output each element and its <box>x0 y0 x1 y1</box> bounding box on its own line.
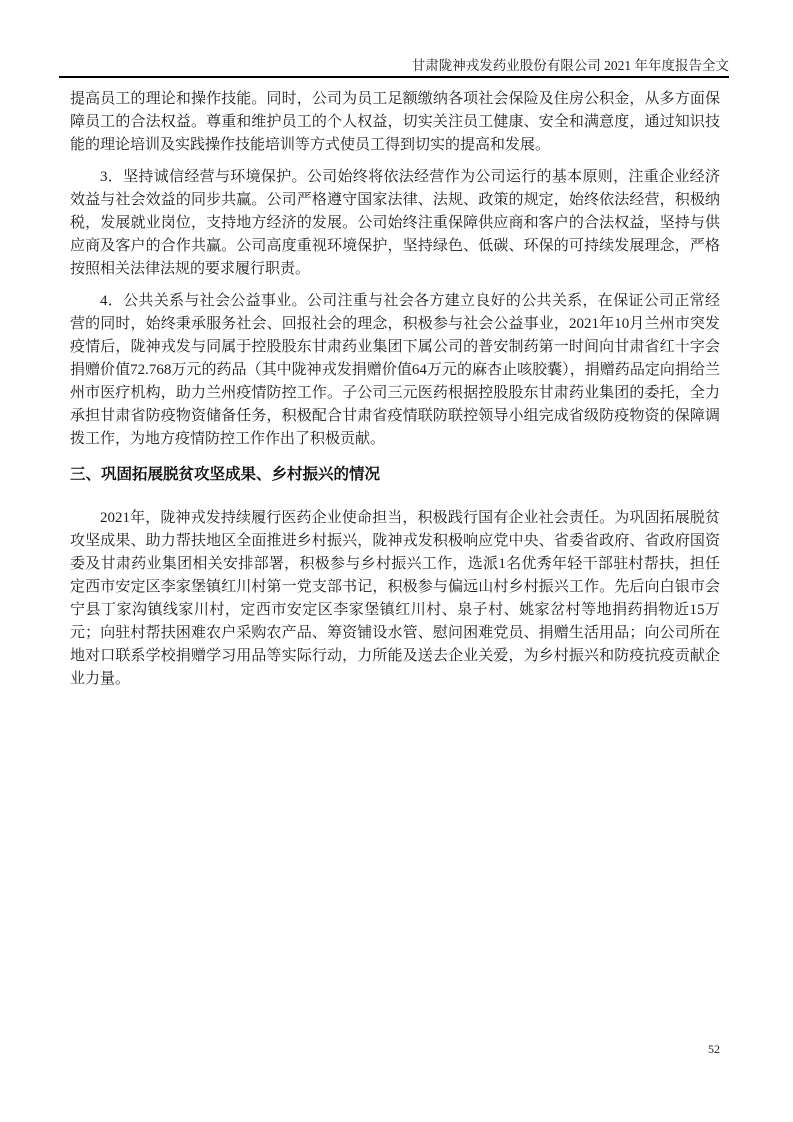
page-number: 52 <box>708 1042 720 1056</box>
report-header-title: 甘肃陇神戎发药业股份有限公司 2021 年年度报告全文 <box>411 58 729 73</box>
paragraph-employee-rights: 提高员工的理论和操作技能。同时，公司为员工足额缴纳各项社会保险及住房公积金，从多方面保障员工的合法权益。尊重和维护员工的个人权益，切实关注员工健康、安全和满意度，通过知识技能的理论培训及实践操作技能培训等方式使员工得到切实的提高和发展。 <box>70 91 720 153</box>
section-heading-rural-revitalization: 三、巩固拓展脱贫攻坚成果、乡村振兴的情况 <box>70 466 381 483</box>
paragraph-integrity-and-environment: 3．坚持诚信经营与环境保护。公司始终将依法经营作为公司运行的基本原则，注重企业经济效益与社会效益的同步共赢。公司严格遵守国家法律、法规、政策的规定，始终依法经营，积极纳税，发展就业岗位，支持地方经济的发展。公司始终注重保障供应商和客户的合法权益，坚持与供应商及客户的合作共赢。公司高度重视环境保护，坚持绿色、低碳、环保的可持续发展理念，严格按照相关法律法规的要求履行职责。 <box>70 169 720 277</box>
page-body <box>70 88 720 700</box>
page-footer <box>708 1042 720 1056</box>
paragraph-rural-revitalization: 2021年，陇神戎发持续履行医药企业使命担当，积极践行国有企业社会责任。为巩固拓展脱贫攻坚成果、助力帮扶地区全面推进乡村振兴，陇神戎发积极响应党中央、省委省政府、省政府国资委及甘肃药业集团相关安排部署，积极参与乡村振兴工作，选派1名优秀年轻干部驻村帮扶，担任定西市安定区李家堡镇红川村第一党支部书记，积极参与偏远山村乡村振兴工作。先后向白银市会宁县丁家沟镇线家川村，定西市安定区李家堡镇红川村、泉子村、姚家岔村等地捐药捐物近15万元；向驻村帮扶困难农户采购农产品、筹资铺设水管、慰问困难党员、捐赠生活用品；向公司所在地对口联系学校捐赠学习用品等实际行动，力所能及送去企业关爱，为乡村振兴和防疫抗疫贡献企业力量。 <box>70 510 720 687</box>
page-header <box>59 0 729 78</box>
paragraph-public-welfare: 4．公共关系与社会公益事业。公司注重与社会各方建立良好的公共关系，在保证公司正常经营的同时，始终秉承服务社会、回报社会的理念，积极参与社会公益事业，2021年10月兰州市突发疫情后，陇神戎发与同属于控股股东甘肃药业集团下属公司的普安制药第一时间向甘肃省红十字会捐赠价值72.768万元的药品（其中陇神戎发捐赠价值64万元的麻杏止咳胶囊），捐赠药品定向捐给兰州市医疗机构，助力兰州疫情防控工作。子公司三元医药根据控股股东甘肃药业集团的委托，全力承担甘肃省防疫物资储备任务，积极配合甘肃省疫情联防联控领导小组完成省级防疫物资的保障调拨工作，为地方疫情防控工作作出了积极贡献。 <box>70 293 720 447</box>
